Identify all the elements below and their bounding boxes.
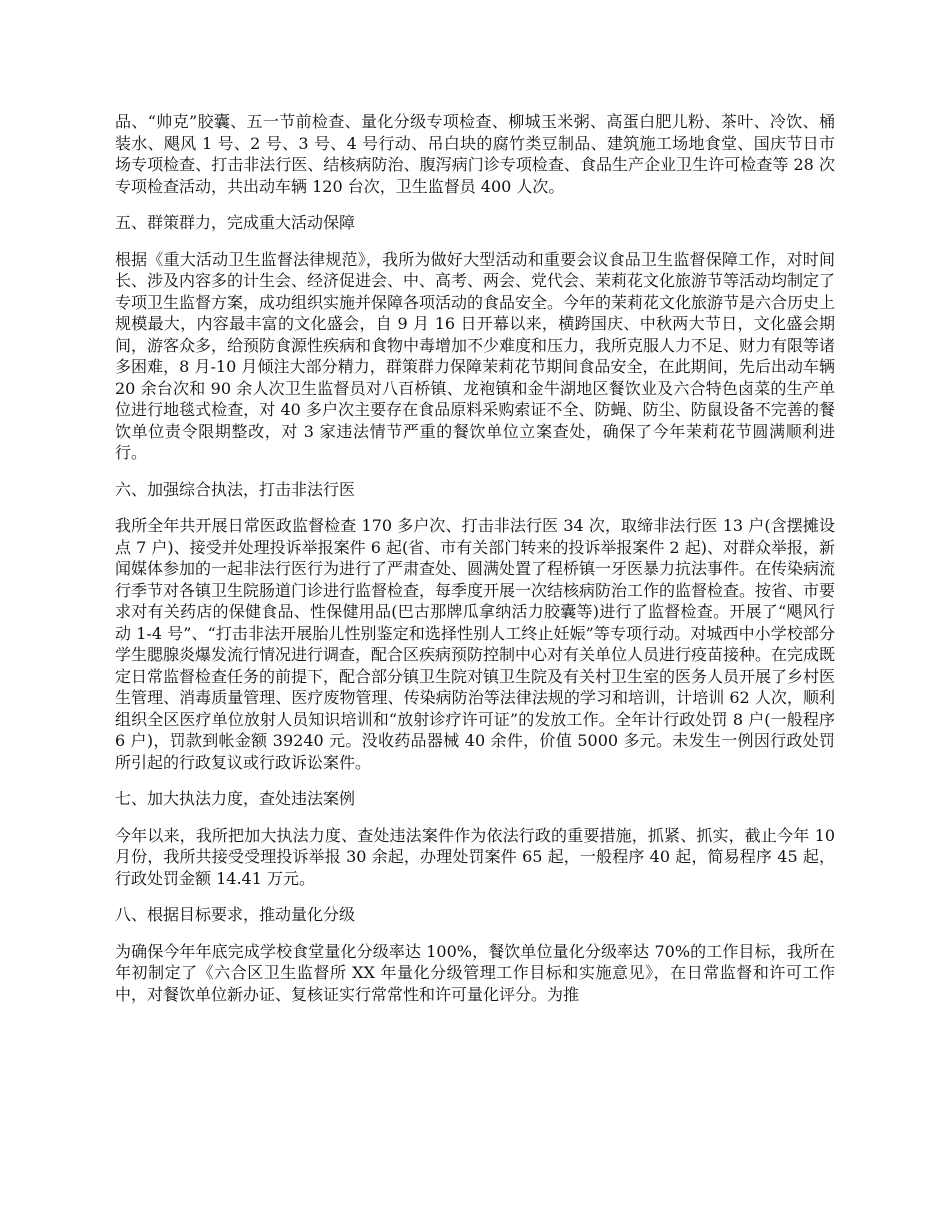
paragraph-major-events: 根据《重大活动卫生监督法律规范》，我所为做好大型活动和重要会议食品卫生监督保障工作，对时间长、涉及内容多的计生会、经济促进会、中、高考、两会、党代会、茉莉花文化旅游节等活动均制定了专项卫生监督方案，成功组织实施并保障各项活动的食品安全。今年的茉莉花文化旅游节是六合历史上规模最大，内容最丰富的文化盛会，自 9 月 16 日开幕以来，横跨国庆、中秋两大节日，文化盛会期间，游客众多，给预防食源性疾病和食物中毒增加不少难度和压力，我所克服人力不足、财力有限等诸多困难，8 月-10 月倾注大部分精力，群策群力保障茉莉花节期间食品安全，在此期间，先后出动车辆 20 余台次和 90 余人次卫生监督员对八百桥镇、龙袍镇和金牛湖地区餐饮业及六合特色卤菜的生产单位进行地毯式检查，对 40 多户次主要存在食品原料采购索证不全、防蝇、防尘、防鼠设备不完善的餐饮单位责令限期整改，对 3 家违法情节严重的餐饮单位立案查处，确保了今年茉莉花节圆满顺利进行。 <box>115 249 836 462</box>
paragraph-illegal-medical-practice: 我所全年共开展日常医政监督检查 170 多户次、打击非法行医 34 次，取缔非法行医 13 户(含摆摊设点 7 户)、接受并处理投诉举报案件 6 起(省、市有关部门转来的投诉举报案件 2 起)、对群众举报，新闻媒体参加的一起非法行医行为进行了严肃查处、圆满处置了程桥镇一牙医暴力抗法事件。在传染病流行季节对各镇卫生院肠道门诊进行监督检查，每季度开展一次结核病防治工作的监督检查。按省、市要求对有关药店的保健食品、性保健用品(巴古那牌瓜拿纳活力胶囊等)进行了监督检查。开展了“飓风行动 1-4 号”、“打击非法开展胎儿性别鉴定和选择性别人工终止妊娠”等专项行动。对城西中小学校部分学生腮腺炎爆发流行情况进行调查，配合区疾病预防控制中心对有关单位人员进行疫苗接种。在完成既定日常监督检查任务的前提下，配合部分镇卫生院对镇卫生院及有关村卫生室的医务人员开展了乡村医生管理、消毒质量管理、医疗废物管理、传染病防治等法律法规的学习和培训，计培训 62 人次，顺利组织全区医疗单位放射人员知识培训和“放射诊疗许可证”的发放工作。全年计行政处罚 8 户(一般程序 6 户)，罚款到帐金额 39240 元。没收药品器械 40 余件，价值 5000 多元。未发生一例因行政处罚所引起的行政复议或行政诉讼案件。 <box>115 516 836 772</box>
paragraph-law-enforcement: 今年以来，我所把加大执法力度、查处违法案件作为依法行政的重要措施，抓紧、抓实，截止今年 10 月份，我所共接受受理投诉举报 30 余起，办理处罚案件 65 起，一般程序 40 起，简易程序 45 起，行政处罚金额 14.41 万元。 <box>115 825 835 888</box>
section-heading-7: 七、加大执法力度，查处违法案例 <box>115 789 356 808</box>
paragraph-special-inspections: 品、“帅克”胶囊、五一节前检查、量化分级专项检查、柳城玉米粥、高蛋白肥儿粉、茶叶、冷饮、桶装水、飓风 1 号、2 号、3 号、4 号行动、吊白块的腐竹类豆制品、建筑施工场地食堂、国庆节日市场专项检查、打击非法行医、结核病防治、腹泻病门诊专项检查、食品生产企业卫生许可检查等 28 次专项检查活动，共出动车辆 120 台次，卫生监督员 400 人次。 <box>115 112 835 196</box>
section-heading-5: 五、群策群力，完成重大活动保障 <box>115 213 356 232</box>
document-body <box>115 111 835 1020</box>
section-heading-8: 八、根据目标要求，推动量化分级 <box>115 905 356 924</box>
paragraph-quantified-grading: 为确保今年年底完成学校食堂量化分级率达 100%，餐饮单位量化分级率达 70%的工作目标，我所在年初制定了《六合区卫生监督所 XX 年量化分级管理工作目标和实施意见》，在日常监督和许可工作中，对餐饮单位新办证、复核证实行常常性和许可量化评分。为推 <box>115 941 835 1004</box>
section-heading-6: 六、加强综合执法，打击非法行医 <box>115 479 356 499</box>
